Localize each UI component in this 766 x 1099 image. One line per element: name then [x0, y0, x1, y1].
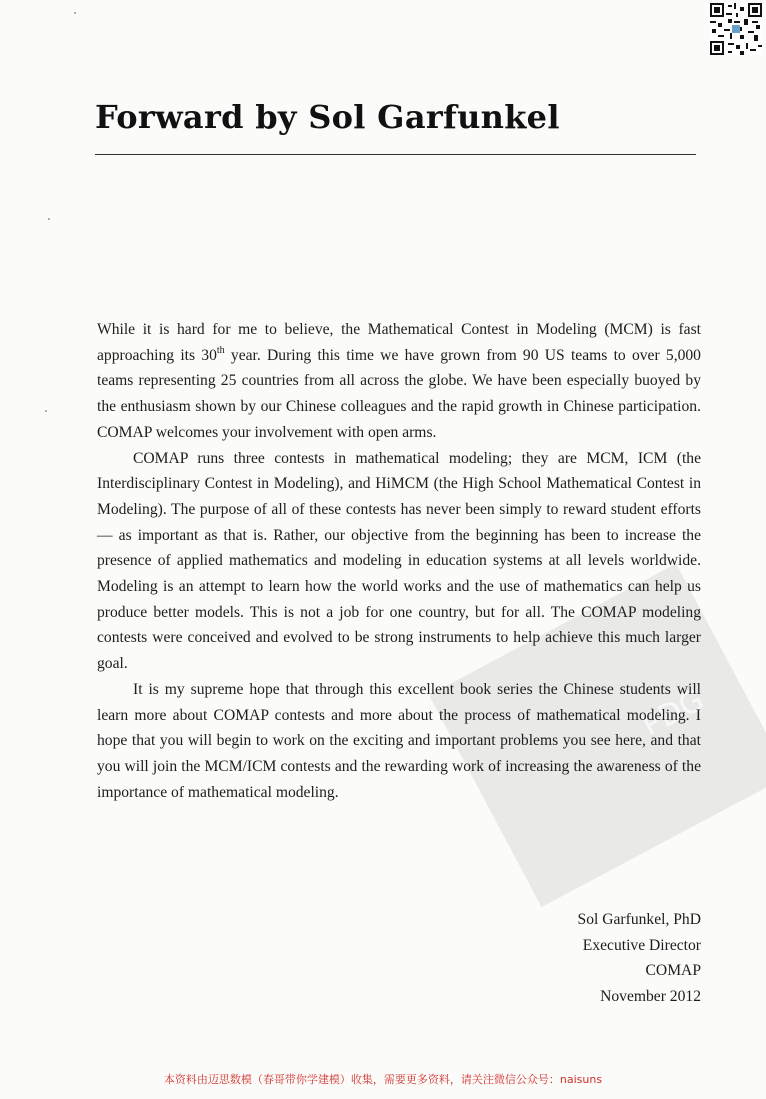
scan-speck	[48, 218, 50, 220]
body-paragraph	[97, 446, 701, 677]
paragraph-text: year. During this time we have grown from 90 US teams to over 5,000 teams representing 25 countries from all across the globe. We have been especially buoyed by the enthusiasm shown by our Chinese colleagues and the rapid growth in Chinese participation. COMAP welcomes your involvement with open arms.	[97, 346, 701, 441]
signature-role: Executive Director	[582, 936, 701, 954]
qr-code-icon	[710, 3, 762, 55]
body-text	[97, 317, 701, 805]
paragraph-text: COMAP runs three contests in mathematical modeling; they are MCM, ICM (the Interdisciplinary Contest in Modeling), and HiMCM (the High School Mathematical Contest in Modeling). The purpose of all of these contests has never been simply to reward student efforts — as important as that is. Rather, our objective from the beginning has been to increase the presence of applied mathematics and modeling in education systems at all levels worldwide. Modeling is an attempt to learn how the world works and the use of mathematics can help us produce better models. This is not a job for one country, but for all. The COMAP modeling contests were conceived and evolved to be strong instruments to help achieve this much larger goal.	[97, 449, 701, 673]
signature-date: November 2012	[600, 988, 701, 1006]
page-title: Forward by Sol Garfunkel	[95, 98, 560, 136]
paragraph-text: While it is hard for me to believe, the Mathematical Contest in Modeling (MCM) is fast approaching its 30	[97, 321, 701, 364]
footer-notice: 本资料由迈思数模（春哥带你学建模）收集，需要更多资料，请关注微信公众号：naisuns	[163, 1073, 603, 1086]
body-paragraph	[97, 317, 701, 446]
superscript: th	[216, 344, 225, 356]
body-paragraph	[97, 677, 701, 806]
scan-speck	[45, 410, 47, 412]
signature-org: COMAP	[645, 962, 701, 980]
signature-name: Sol Garfunkel, PhD	[577, 911, 701, 928]
scan-speck	[74, 12, 76, 14]
signature-block	[578, 907, 701, 1010]
watermark-text: PDG	[636, 682, 710, 744]
paragraph-text: It is my supreme hope that through this excellent book series the Chinese students will learn more about COMAP contests and more about the process of mathematical modeling. I hope that you will begin to work on the exciting and important problems you see here, and that you will join the MCM/ICM contests and the rewarding work of increasing the awareness of the importance of mathematical modeling.	[97, 680, 701, 801]
title-rule	[95, 154, 696, 155]
